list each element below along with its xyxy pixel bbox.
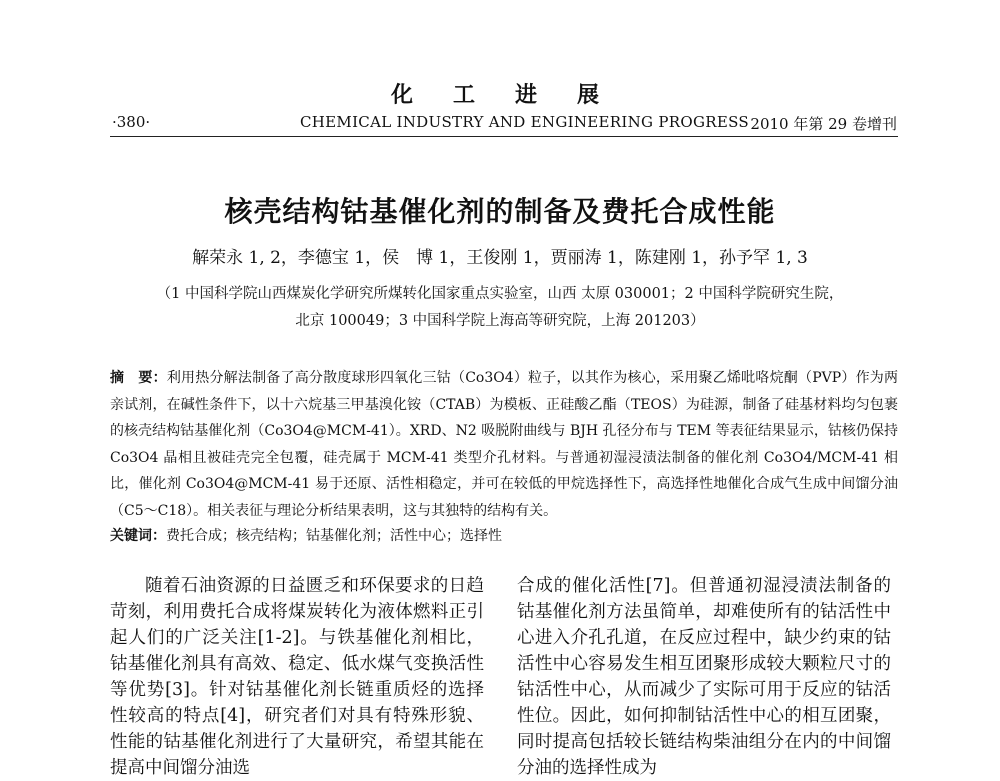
body-column-right: 合成的催化活性[7]。但普通初湿浸渍法制备的钴基催化剂方法虽简单，却难使所有的钴活性中心进入介孔孔道，在反应过程中，缺少约束的钴活性中心容易发生相互团聚形成较大颗粒尺寸的钴活性中心，从而减少了实际可用于反应的钴活性位。因此，如何抑制钴活性中心的相互团聚，同时提高包括较长链结构柴油组分在内的中间馏分油的选择性成为 (517, 576, 891, 778)
body-column-left: 随着石油资源的日益匮乏和环保要求的日趋苛刻，利用费托合成将煤炭转化为液体燃料正引起人们的广泛关注[1-2]。与铁基催化剂相比，钴基催化剂具有高效、稳定、低水煤气变换活性等优势[3]。针对钴基催化剂长链重质烃的选择性较高的特点[4]，研究者们对具有特殊形貌、性能的钴基催化剂进行了大量研究，希望其能在提高中间馏分油选 (110, 576, 484, 778)
abstract-label: 摘 要： (110, 370, 167, 386)
article-title: 核壳结构钴基催化剂的制备及费托合成性能 (224, 195, 776, 228)
issue-info: 2010 年第 29 卷增刊 (750, 115, 897, 133)
journal-name-cn: 化工进展 (390, 82, 639, 108)
author-list: 解荣永 1, 2，李德宝 1，侯 博 1，王俊刚 1，贾丽涛 1，陈建刚 1，孙予罕 1, 3 (192, 248, 808, 268)
header-rule (110, 136, 898, 137)
affiliation-line-1: （1 中国科学院山西煤炭化学研究所煤转化国家重点实验室，山西 太原 030001；2 中国科学院研究生院， (156, 286, 844, 302)
journal-name-en: CHEMICAL INDUSTRY AND ENGINEERING PROGRESS (300, 113, 749, 131)
abstract-text: 利用热分解法制备了高分散度球形四氧化三钴（Co3O4）粒子，以其作为核心，采用聚乙烯吡咯烷酮（PVP）作为两亲试剂，在碱性条件下，以十六烷基三甲基溴化铵（CTAB）为模板、正硅酸乙酯（TEOS）为硅源，制备了硅基材料均匀包裹的核壳结构钴基催化剂（Co3O4@MCM-41）。XRD、N2 吸脱附曲线与 BJH 孔径分布与 TEM 等表征结果显示，钴核仍保持 Co3O4 晶相且被硅壳完全包覆，硅壳属于 MCM-41 类型介孔材料。与普通初湿浸渍法制备的催化剂 Co3O4/MCM-41 相比，催化剂 Co3O4@MCM-41 易于还原、活性相稳定，并可在较低的甲烷选择性下，高选择性地催化合成气生成中间馏分油（C5～C18）。相关表征与理论分析结果表明，这与其独特的结构有关。 (110, 370, 899, 519)
page-number: ·380· (112, 113, 151, 131)
affiliation-line-2: 北京 100049；3 中国科学院上海高等研究院，上海 201203） (295, 313, 705, 329)
running-header (112, 113, 897, 135)
keywords-label: 关键词： (110, 528, 166, 544)
keywords-text: 费托合成；核壳结构；钴基催化剂；活性中心；选择性 (166, 528, 502, 544)
keywords (110, 525, 898, 545)
abstract (110, 365, 898, 524)
